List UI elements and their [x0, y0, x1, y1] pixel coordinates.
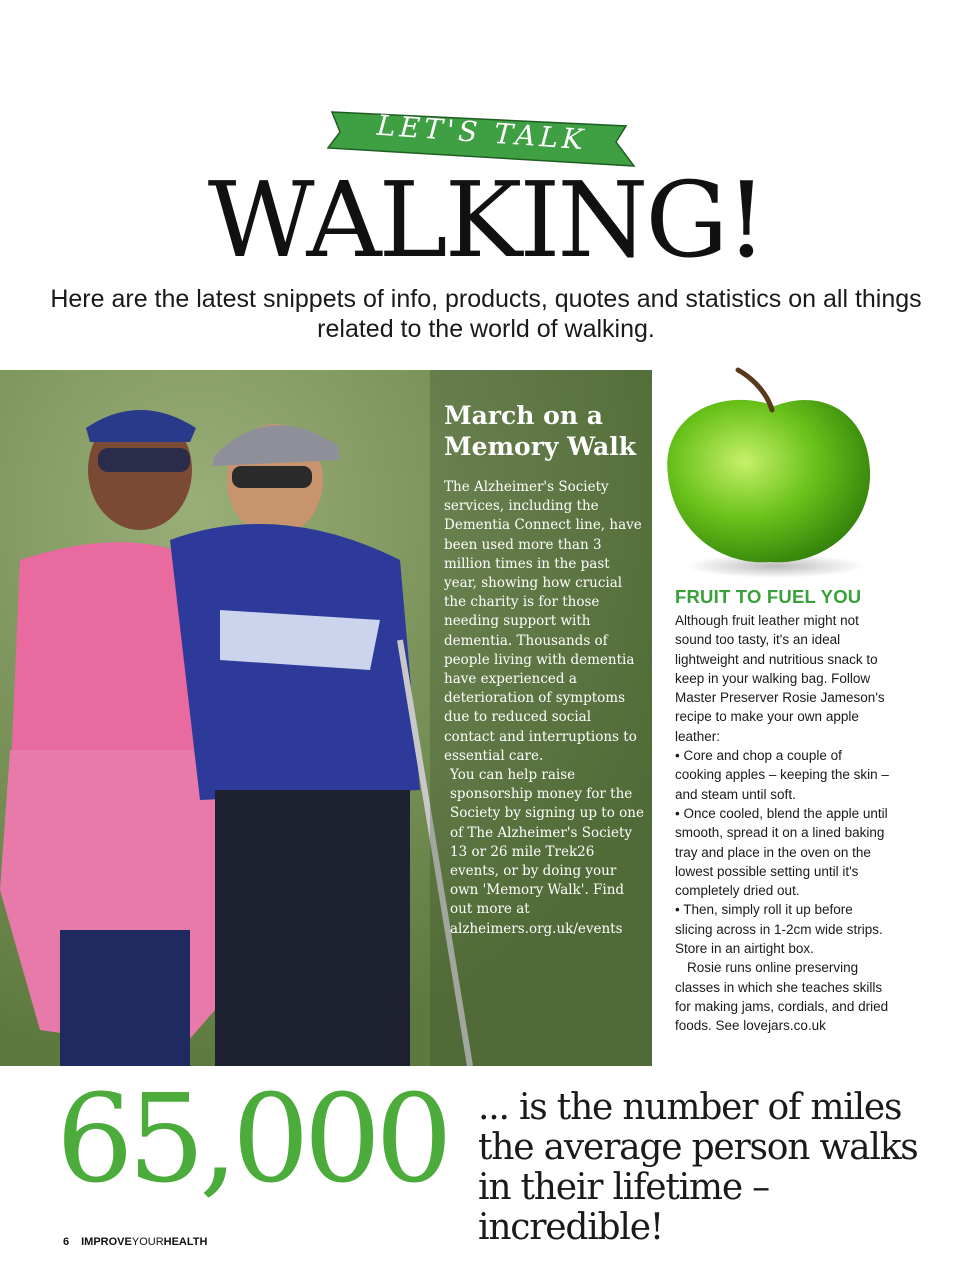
- fruit-article: [675, 586, 890, 1036]
- brand-part-3: HEALTH: [163, 1236, 208, 1248]
- fruit-step-3: • Then, simply roll it up before slicing across in 1-2cm wide strips. Store in an airtight box.: [675, 902, 883, 957]
- intro-text: Here are the latest snippets of info, products, quotes and statistics on all things related to the world of walking.: [50, 285, 922, 343]
- page-title: WALKING!: [207, 159, 765, 281]
- memory-walk-article: [444, 400, 644, 939]
- fruit-step-1: • Core and chop a couple of cooking apples – keeping the skin – and steam until soft.: [675, 748, 889, 802]
- apple-image: [660, 366, 890, 586]
- banner-label: LET'S TALK: [375, 108, 589, 157]
- stat-number: 65,000: [56, 1068, 447, 1210]
- fruit-step-2: • Once cooled, blend the apple until smooth, spread it on a lined baking tray and place in the oven on the lowest possible setting until it's completely dried out.: [675, 805, 888, 899]
- fruit-title: FRUIT TO FUEL YOU: [675, 586, 862, 607]
- memory-walk-cta: You can help raise sponsorship money for the Society by signing up to one of The Alzheimer's Society 13 or 26 mile Trek26 events, or by doing your own 'Memory Walk'. Find out more at alzheimers.org.uk/events: [450, 767, 644, 937]
- apple-icon: [660, 366, 890, 586]
- page-footer: [63, 1236, 207, 1248]
- memory-walk-title: March on a Memory Walk: [444, 401, 637, 461]
- page-number: 6: [63, 1236, 70, 1248]
- brand-part-2: YOUR: [131, 1236, 164, 1248]
- stat-description: ... is the number of miles the average person walks in their lifetime – incredible!: [478, 1087, 918, 1248]
- brand-part-1: IMPROVE: [81, 1236, 132, 1248]
- fruit-intro: Although fruit leather might not sound too tasty, it's an ideal lightweight and nutritious snack to keep in your walking bag. Follow Master Preserver Rosie Jameson's recipe to make your own apple leather:: [675, 613, 885, 744]
- fruit-body: [675, 611, 890, 1036]
- fruit-outro: Rosie runs online preserving classes in which she teaches skills for making jams, cordials, and dried foods. See lovejars.co.uk: [675, 960, 889, 1034]
- memory-walk-body: The Alzheimer's Society services, including the Dementia Connect line, have been used more than 3 million times in the past year, showing how crucial the charity is for those needing support with dementia. Thousands of people living with dementia have experienced a deterioration of symptoms due to reduced social contact and interruptions to essential care.: [444, 479, 642, 764]
- walkers-photo: [0, 370, 652, 1066]
